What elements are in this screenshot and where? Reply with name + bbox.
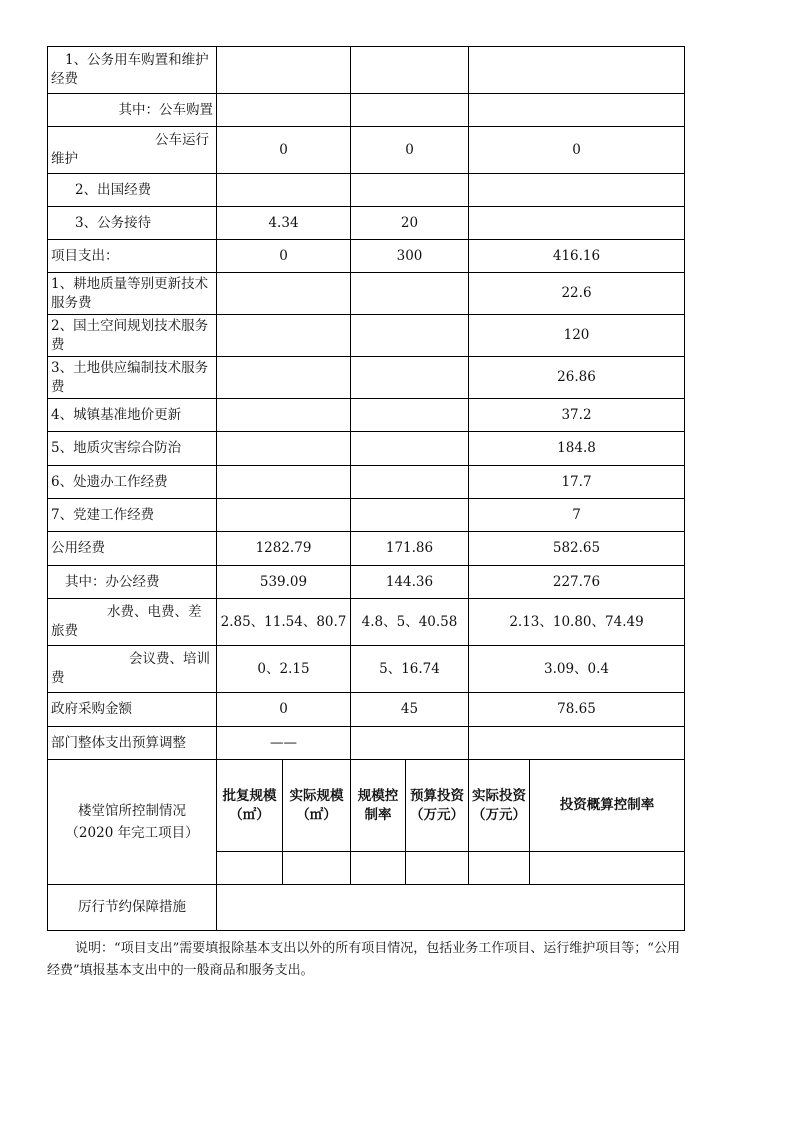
value-final: 37.2 [469,399,685,432]
row-label: 其中：办公经费 [48,566,217,599]
row-label: 3、土地供应编制技术服务费 [48,357,217,399]
table-row [48,315,685,357]
value-final [469,727,685,760]
value-final [469,47,685,94]
row-label: 2、国土空间规划技术服务费 [48,315,217,357]
table-row [48,47,685,94]
row-label: 会议费、培训费 [48,646,217,693]
row-label: 项目支出： [48,240,217,273]
row-label: 7、党建工作经费 [48,499,217,532]
value-final: 78.65 [469,693,685,727]
table-row [48,240,685,273]
header-actual-investment: 实际投资（万元） [469,760,530,852]
value-actual: 20 [351,207,469,240]
value-approved [217,47,351,94]
value-approved [217,432,351,466]
table-row [48,693,685,727]
value-actual: 0 [351,127,469,174]
header-approved-scale: 批复规模（㎡） [217,760,283,852]
header-budget-investment: 预算投资（万元） [406,760,469,852]
value-final: 120 [469,315,685,357]
value-actual: 4.8、5、40.58 [351,599,469,646]
value-approved [217,273,351,315]
expense-table [47,46,685,931]
value-approved [217,94,351,127]
value-actual [351,727,469,760]
table-row [48,432,685,466]
value-final: 582.65 [469,532,685,566]
value-approved [217,499,351,532]
value-final: 0 [469,127,685,174]
row-label: 公用经费 [48,532,217,566]
building-label-line1: 楼堂馆所控制情况 [78,803,186,819]
value-approved: 2.85、11.54、80.7 [217,599,351,646]
value-approved [217,315,351,357]
building-label-line2: （2020 年完工项目） [65,825,199,841]
value-actual: 171.86 [351,532,469,566]
table-row [48,532,685,566]
row-label: 1、耕地质量等别更新技术服务费 [48,273,217,315]
value-approved: 0、2.15 [217,646,351,693]
value-actual [351,273,469,315]
frugal-value [217,885,685,931]
table-row [48,599,685,646]
row-label: 水费、电费、差旅费 [48,599,217,646]
row-label: 1、公务用车购置和维护经费 [48,47,217,94]
value-approved [217,399,351,432]
value-actual [351,466,469,499]
value-actual [351,94,469,127]
header-actual-scale: 实际规模（㎡） [283,760,351,852]
frugal-label: 厉行节约保障措施 [48,885,217,931]
table-row [48,357,685,399]
value-actual [351,499,469,532]
table-row [48,207,685,240]
row-label: 其中：公车购置 [48,94,217,127]
value-final [469,94,685,127]
value-final: 17.7 [469,466,685,499]
row-label: 4、城镇基准地价更新 [48,399,217,432]
value-final [469,174,685,207]
value-approved [217,174,351,207]
row-label: 3、公务接待 [48,207,217,240]
header-investment-control-rate: 投资概算控制率 [530,760,685,852]
table-row [48,566,685,599]
value-actual [351,399,469,432]
value-actual [351,315,469,357]
value-final: 3.09、0.4 [469,646,685,693]
value-actual [351,432,469,466]
value-final: 7 [469,499,685,532]
value-actual: 5、16.74 [351,646,469,693]
frugal-row [48,885,685,931]
value-actual [351,47,469,94]
building-cell [469,852,530,885]
table-row [48,727,685,760]
header-scale-control-rate: 规模控制率 [351,760,406,852]
building-cell [351,852,406,885]
row-label: 公车运行维护 [48,127,217,174]
row-label: 部门整体支出预算调整 [48,727,217,760]
building-control-label [48,760,217,885]
building-cell [406,852,469,885]
value-final [469,207,685,240]
table-row [48,646,685,693]
value-approved: 0 [217,693,351,727]
value-approved: —— [217,727,351,760]
value-final: 26.86 [469,357,685,399]
table-row [48,174,685,207]
value-final: 227.76 [469,566,685,599]
building-header-row [48,760,685,852]
table-row [48,466,685,499]
value-approved: 1282.79 [217,532,351,566]
value-approved [217,466,351,499]
value-approved: 0 [217,240,351,273]
explanation-note: 说明：“项目支出”需要填报除基本支出以外的所有项目情况，包括业务工作项目、运行维护项目等；“公用经费”填报基本支出中的一般商品和服务支出。 [47,941,680,978]
table-row [48,94,685,127]
value-approved: 4.34 [217,207,351,240]
building-cell [530,852,685,885]
value-actual: 144.36 [351,566,469,599]
value-final: 2.13、10.80、74.49 [469,599,685,646]
value-final: 416.16 [469,240,685,273]
value-actual [351,357,469,399]
value-approved [217,357,351,399]
table-row [48,273,685,315]
table-row [48,499,685,532]
value-approved: 539.09 [217,566,351,599]
value-actual: 45 [351,693,469,727]
value-approved: 0 [217,127,351,174]
building-cell [217,852,283,885]
value-actual [351,174,469,207]
value-final: 22.6 [469,273,685,315]
table-row [48,399,685,432]
value-actual: 300 [351,240,469,273]
value-final: 184.8 [469,432,685,466]
table-row [48,127,685,174]
row-label: 政府采购金额 [48,693,217,727]
building-cell [283,852,351,885]
row-label: 6、处遗办工作经费 [48,466,217,499]
row-label: 5、地质灾害综合防治 [48,432,217,466]
row-label: 2、出国经费 [48,174,217,207]
